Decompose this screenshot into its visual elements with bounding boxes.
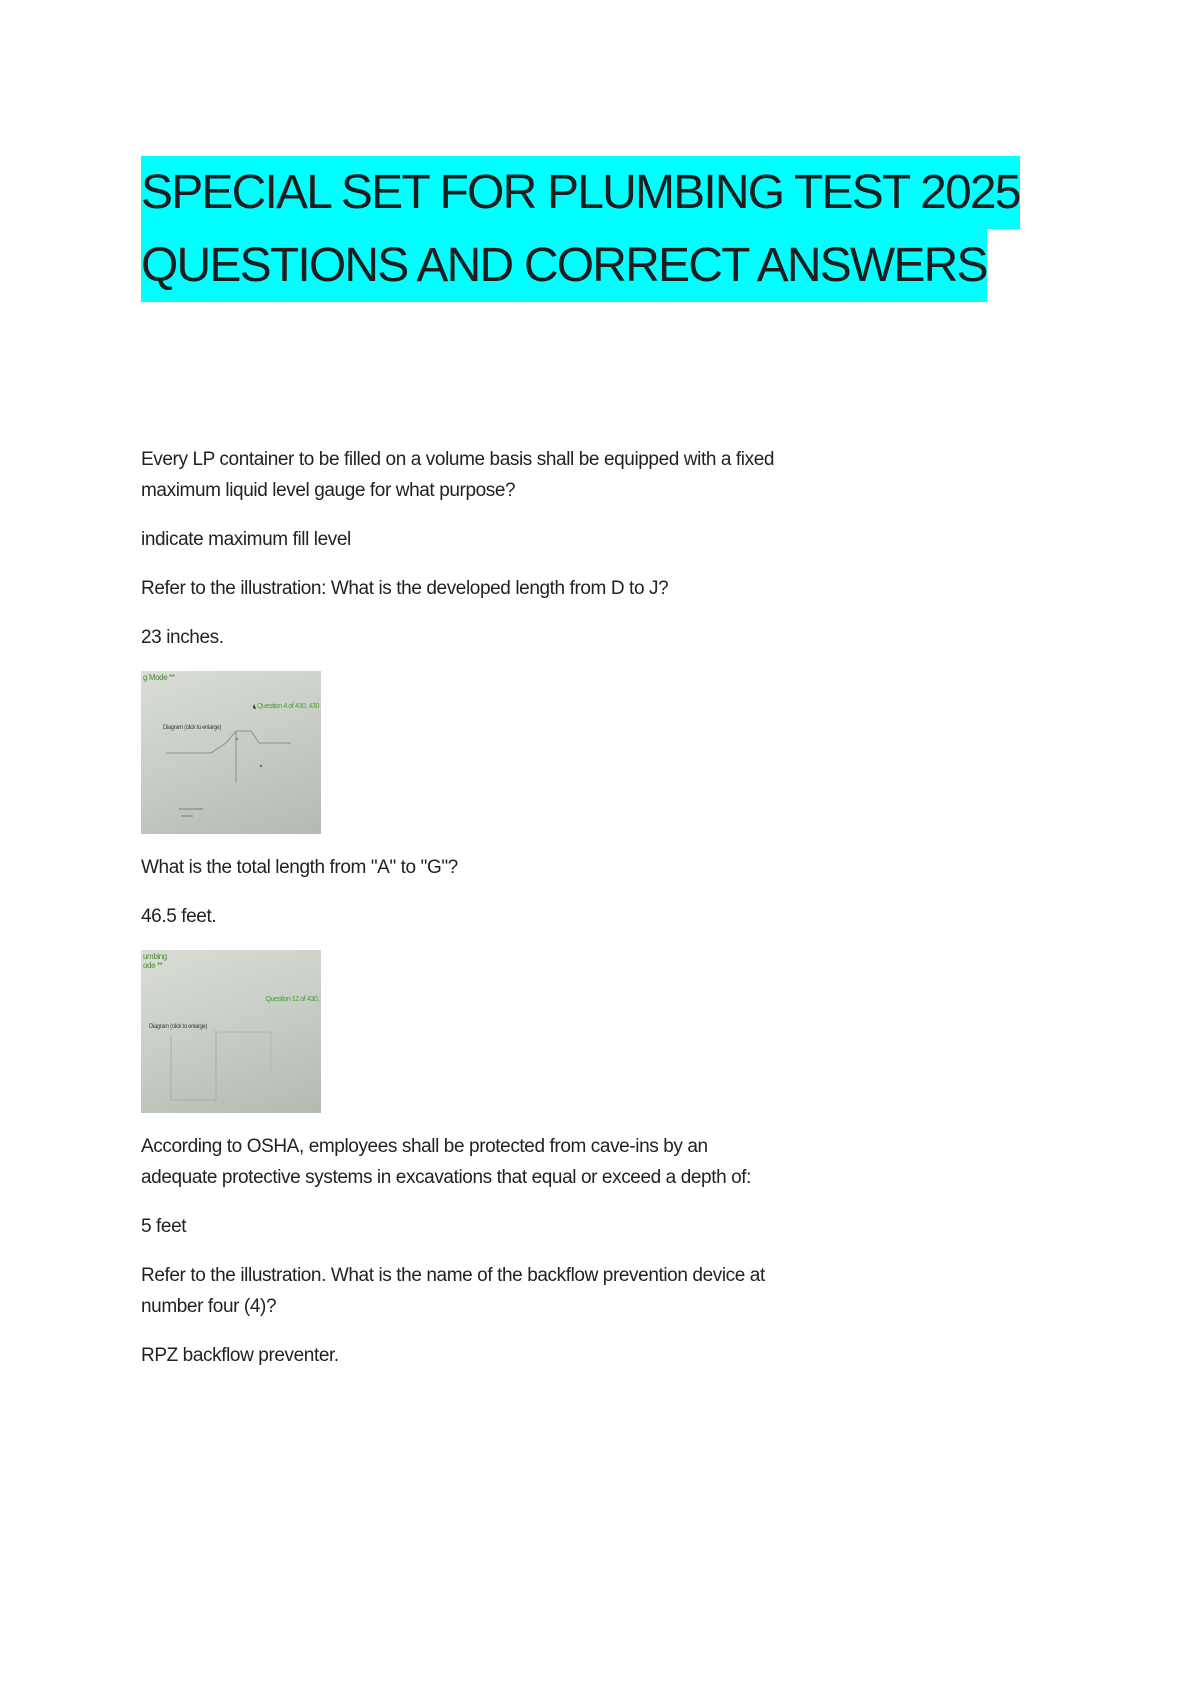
illustration-photo-2 <box>141 950 321 1113</box>
title-line-1: SPECIAL SET FOR PLUMBING TEST 2025 <box>141 156 1020 229</box>
answer-4: 5 feet <box>141 1216 187 1237</box>
document-title <box>141 156 1041 302</box>
question-4: According to OSHA, employees shall be protected from cave-ins by an adequate protective systems in excavations that equal or exceed a depth of: <box>141 1136 752 1188</box>
question-1: Every LP container to be filled on a volume basis shall be equipped with a fixed maximum liquid level gauge for what purpose? <box>141 449 775 501</box>
illustration-photo-1 <box>141 671 321 834</box>
title-line-2: QUESTIONS AND CORRECT ANSWERS <box>141 229 987 302</box>
question-2: Refer to the illustration: What is the developed length from D to J? <box>141 578 669 599</box>
photo-2-pipe-diagram <box>141 950 321 1113</box>
answer-5: RPZ backflow preventer. <box>141 1345 339 1366</box>
photo-1-question-text: Question 4 of 430, 430 <box>256 703 319 710</box>
photo-2-mode-text: umbing ode ** <box>143 952 167 970</box>
photo-2-diagram-label: Diagram (click to enlarge) <box>149 1024 207 1030</box>
answer-2: 23 inches. <box>141 627 224 648</box>
answer-3: 46.5 feet. <box>141 906 217 927</box>
question-3: What is the total length from "A" to "G"? <box>141 857 458 878</box>
photo-1-pipe-diagram <box>141 671 321 834</box>
photo-1-diagram-label: Diagram (click to enlarge) <box>163 725 221 731</box>
answer-1: indicate maximum fill level <box>141 529 351 550</box>
photo-1-mode-text: g Mode ** <box>143 673 175 682</box>
photo-2-question-text: Question 12 of 430, <box>265 996 319 1003</box>
qa-list <box>141 444 781 1389</box>
question-5: Refer to the illustration. What is the name of the backflow prevention device at number four (4)? <box>141 1265 765 1317</box>
